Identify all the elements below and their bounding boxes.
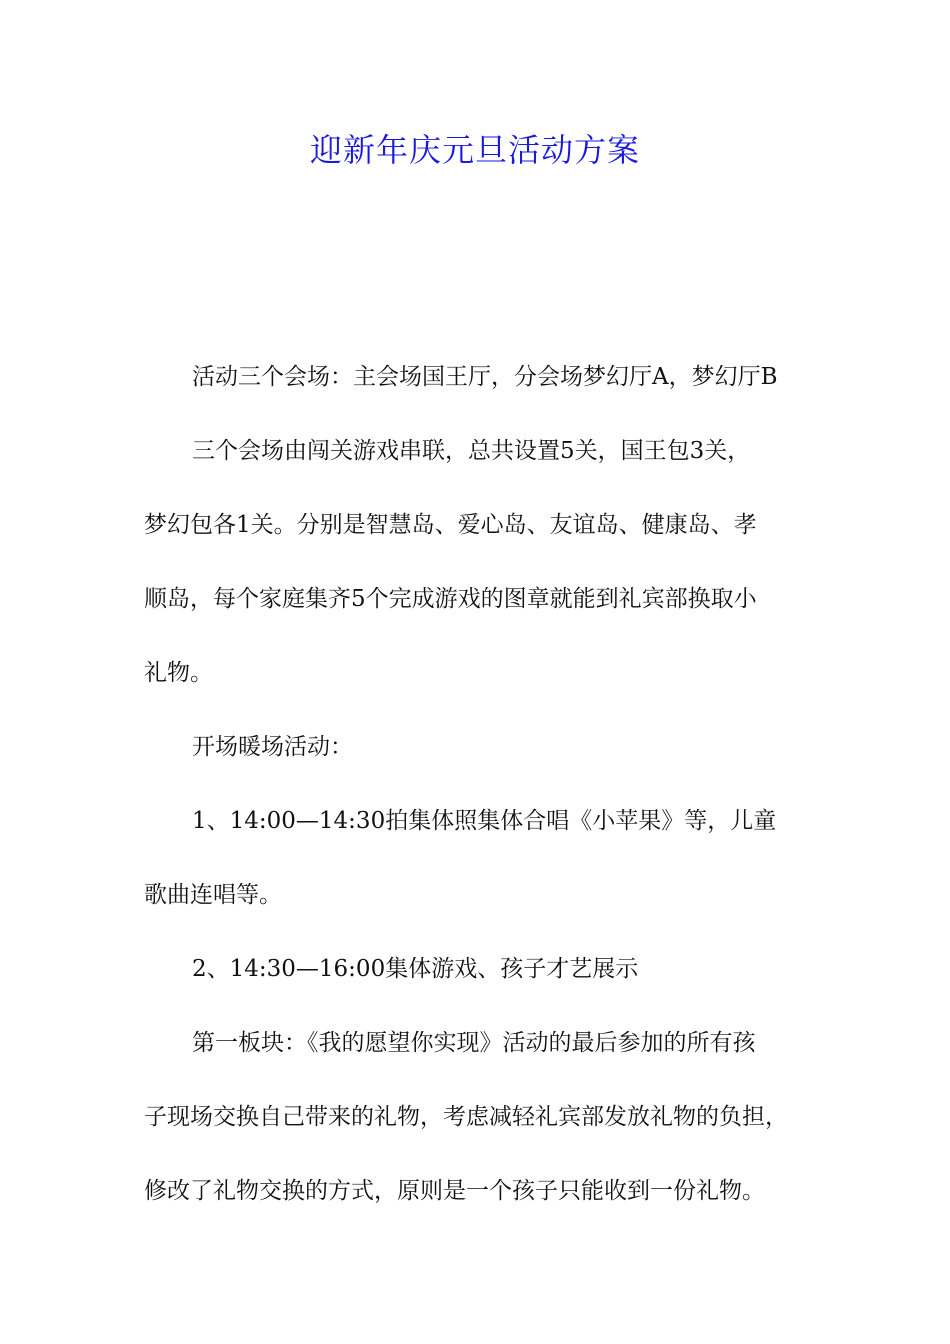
text-line: 第一板块：《我的愿望你实现》活动的最后参加的所有孩 <box>192 1030 756 1056</box>
text-line: 1、14:00—14:30拍集体照集体合唱《小苹果》等，儿童 <box>192 808 777 834</box>
text-line: 子现场交换自己带来的礼物，考虑减轻礼宾部发放礼物的负担， <box>144 1104 788 1130</box>
text-line: 梦幻包各1关。分别是智慧岛、爱心岛、友谊岛、健康岛、孝 <box>144 512 757 538</box>
document-title: 迎新年庆元旦活动方案 <box>309 131 640 169</box>
paragraph-opening <box>144 710 808 784</box>
text-line: 礼物。 <box>144 660 213 686</box>
paragraph-venues <box>144 340 808 414</box>
document-body <box>144 340 808 1228</box>
text-line: 歌曲连唱等。 <box>144 882 282 908</box>
paragraph-item-2 <box>144 932 808 1006</box>
text-line: 三个会场由闯关游戏串联，总共设置5关，国王包3关， <box>192 438 751 464</box>
text-line: 开场暖场活动： <box>192 734 353 760</box>
paragraph-item-1 <box>144 784 808 932</box>
text-line: 修改了礼物交换的方式，原则是一个孩子只能收到一份礼物。 <box>144 1178 765 1204</box>
text-line: 活动三个会场：主会场国王厅，分会场梦幻厅A，梦幻厅B <box>192 364 778 390</box>
paragraph-section-1 <box>144 1006 808 1228</box>
text-line: 2、14:30—16:00集体游戏、孩子才艺展示 <box>192 956 639 982</box>
paragraph-games <box>144 414 808 710</box>
text-line: 顺岛，每个家庭集齐5个完成游戏的图章就能到礼宾部换取小 <box>144 586 757 612</box>
